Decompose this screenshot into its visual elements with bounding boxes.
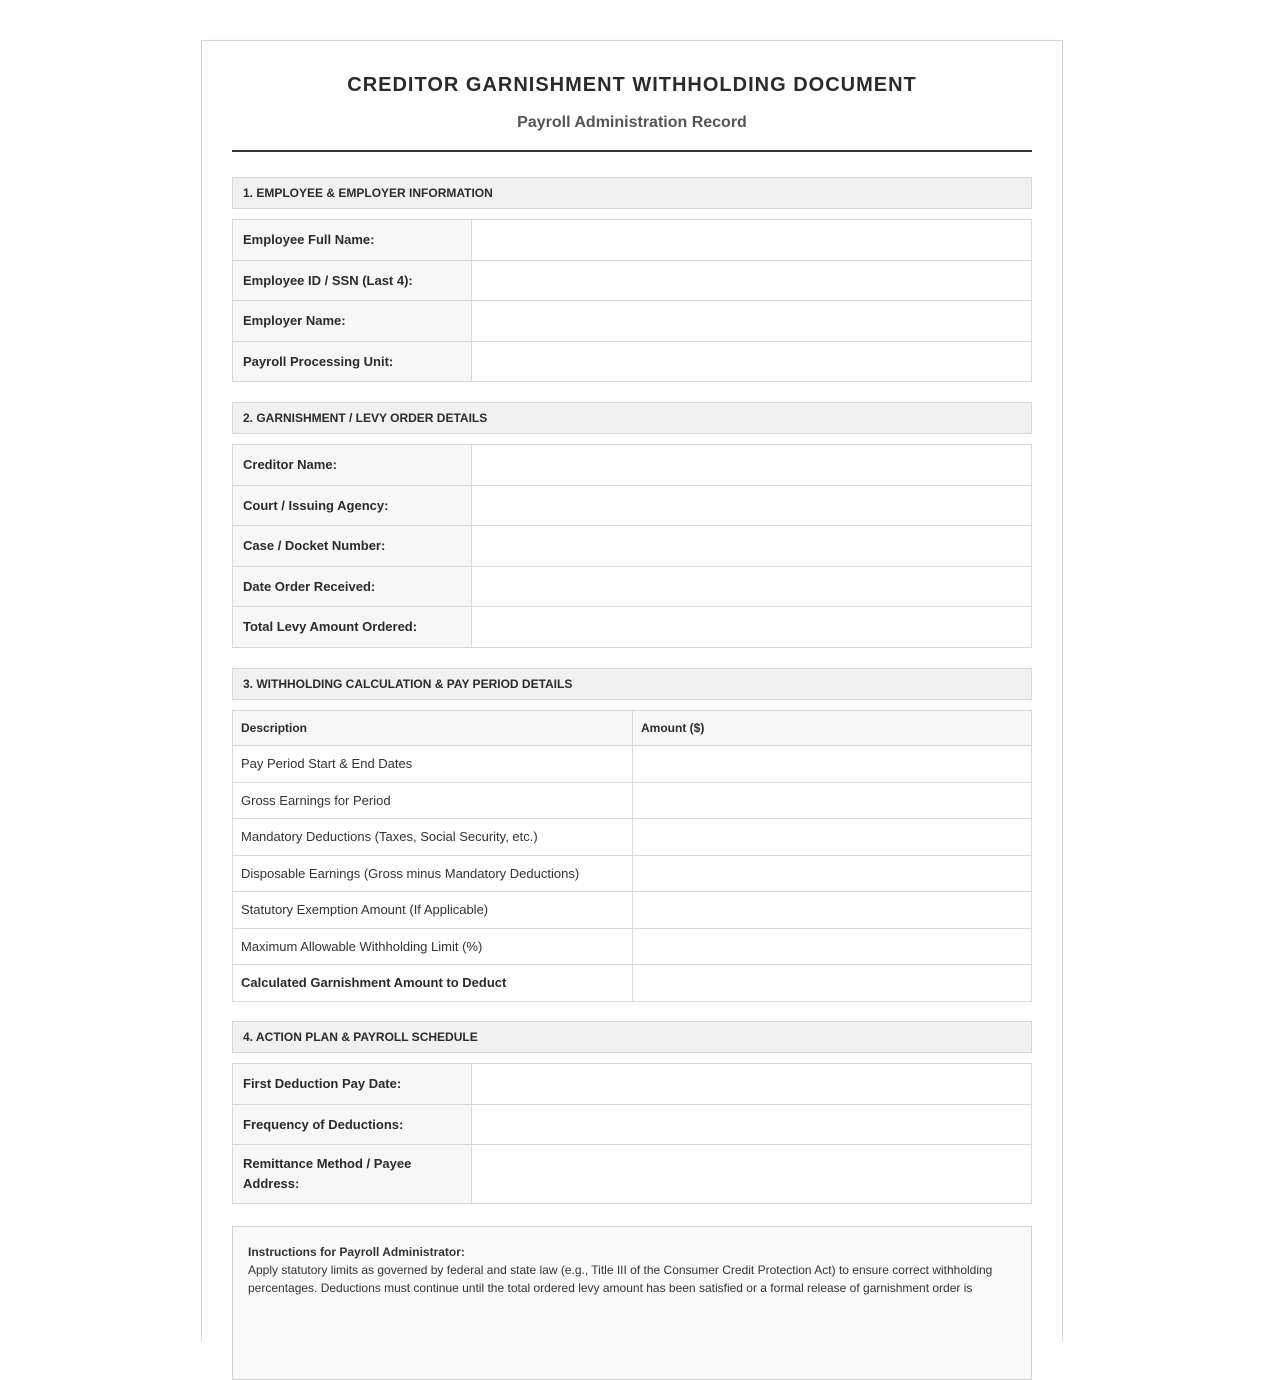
instructions-text: Apply statutory limits as governed by federal and state law (e.g., Title III of the Consumer Credit Protection Act) to ensure correct withholding percentages. Deductions must continue until the total ordered levy amount has been satisfied or a formal release of garnishment order is [248,1263,993,1295]
row-amount-field[interactable] [633,819,1032,856]
row-description: Pay Period Start & End Dates [233,746,633,783]
table-row [233,782,1032,819]
employee-id-field[interactable] [472,260,1032,301]
field-label: Case / Docket Number: [233,526,472,567]
section-2-heading [232,402,1032,434]
table-row [233,746,1032,783]
instructions-box [232,1226,1032,1380]
form-row [233,445,1032,486]
remittance-method-field[interactable] [472,1145,1032,1204]
row-description: Statutory Exemption Amount (If Applicable) [233,892,633,929]
form-row [233,220,1032,261]
section-3-heading [232,668,1032,700]
row-amount-field[interactable] [633,965,1032,1002]
table-header-row [233,711,1032,746]
issuing-agency-field[interactable] [472,485,1032,526]
row-description: Maximum Allowable Withholding Limit (%) [233,928,633,965]
section-1-heading [232,177,1032,209]
field-label: Frequency of Deductions: [233,1104,472,1145]
row-description: Mandatory Deductions (Taxes, Social Security, etc.) [233,819,633,856]
employer-name-field[interactable] [472,301,1032,342]
field-label: Payroll Processing Unit: [233,341,472,382]
section-1-heading-text: 1. EMPLOYEE & EMPLOYER INFORMATION [243,186,493,200]
table-row-total [233,965,1032,1002]
field-label: Court / Issuing Agency: [233,485,472,526]
field-label: Remittance Method / Payee Address: [233,1145,472,1204]
row-amount-field[interactable] [633,892,1032,929]
form-row [233,485,1032,526]
withholding-calculation-table [232,710,1032,1002]
field-label: Employee ID / SSN (Last 4): [233,260,472,301]
deduction-frequency-field[interactable] [472,1104,1032,1145]
form-row [233,607,1032,648]
action-plan-table [232,1063,1032,1204]
creditor-name-field[interactable] [472,445,1032,486]
docket-number-field[interactable] [472,526,1032,567]
form-row [233,260,1032,301]
total-levy-amount-field[interactable] [472,607,1032,648]
garnishment-order-table [232,444,1032,648]
row-description: Gross Earnings for Period [233,782,633,819]
row-amount-field[interactable] [633,782,1032,819]
document-page [201,40,1063,1341]
field-label: Employee Full Name: [233,220,472,261]
row-amount-field[interactable] [633,928,1032,965]
form-row [233,526,1032,567]
section-4-heading [232,1021,1032,1053]
document-title: CREDITOR GARNISHMENT WITHHOLDING DOCUMENT [347,74,917,96]
table-row [233,892,1032,929]
column-header-description: Description [233,711,633,746]
form-row [233,1145,1032,1204]
table-row [233,855,1032,892]
field-label: Date Order Received: [233,566,472,607]
section-3-heading-text: 3. WITHHOLDING CALCULATION & PAY PERIOD DETAILS [243,677,573,691]
section-4-heading-text: 4. ACTION PLAN & PAYROLL SCHEDULE [243,1030,478,1044]
form-row [233,301,1032,342]
payroll-processing-unit-field[interactable] [472,341,1032,382]
form-row [233,341,1032,382]
field-label: Employer Name: [233,301,472,342]
field-label: Total Levy Amount Ordered: [233,607,472,648]
first-deduction-date-field[interactable] [472,1064,1032,1105]
table-row [233,819,1032,856]
row-description: Calculated Garnishment Amount to Deduct [233,965,633,1002]
field-label: Creditor Name: [233,445,472,486]
employee-full-name-field[interactable] [472,220,1032,261]
title-divider [232,150,1032,152]
document-subtitle: Payroll Administration Record [517,114,747,131]
row-description: Disposable Earnings (Gross minus Mandatory Deductions) [233,855,633,892]
row-amount-field[interactable] [633,855,1032,892]
employee-employer-table [232,219,1032,382]
form-row [233,1104,1032,1145]
column-header-amount: Amount ($) [633,711,1032,746]
section-2-heading-text: 2. GARNISHMENT / LEVY ORDER DETAILS [243,411,488,425]
form-row [233,566,1032,607]
form-row [233,1064,1032,1105]
table-row [233,928,1032,965]
row-amount-field[interactable] [633,746,1032,783]
field-label: First Deduction Pay Date: [233,1064,472,1105]
instructions-heading: Instructions for Payroll Administrator: [248,1245,465,1259]
date-order-received-field[interactable] [472,566,1032,607]
